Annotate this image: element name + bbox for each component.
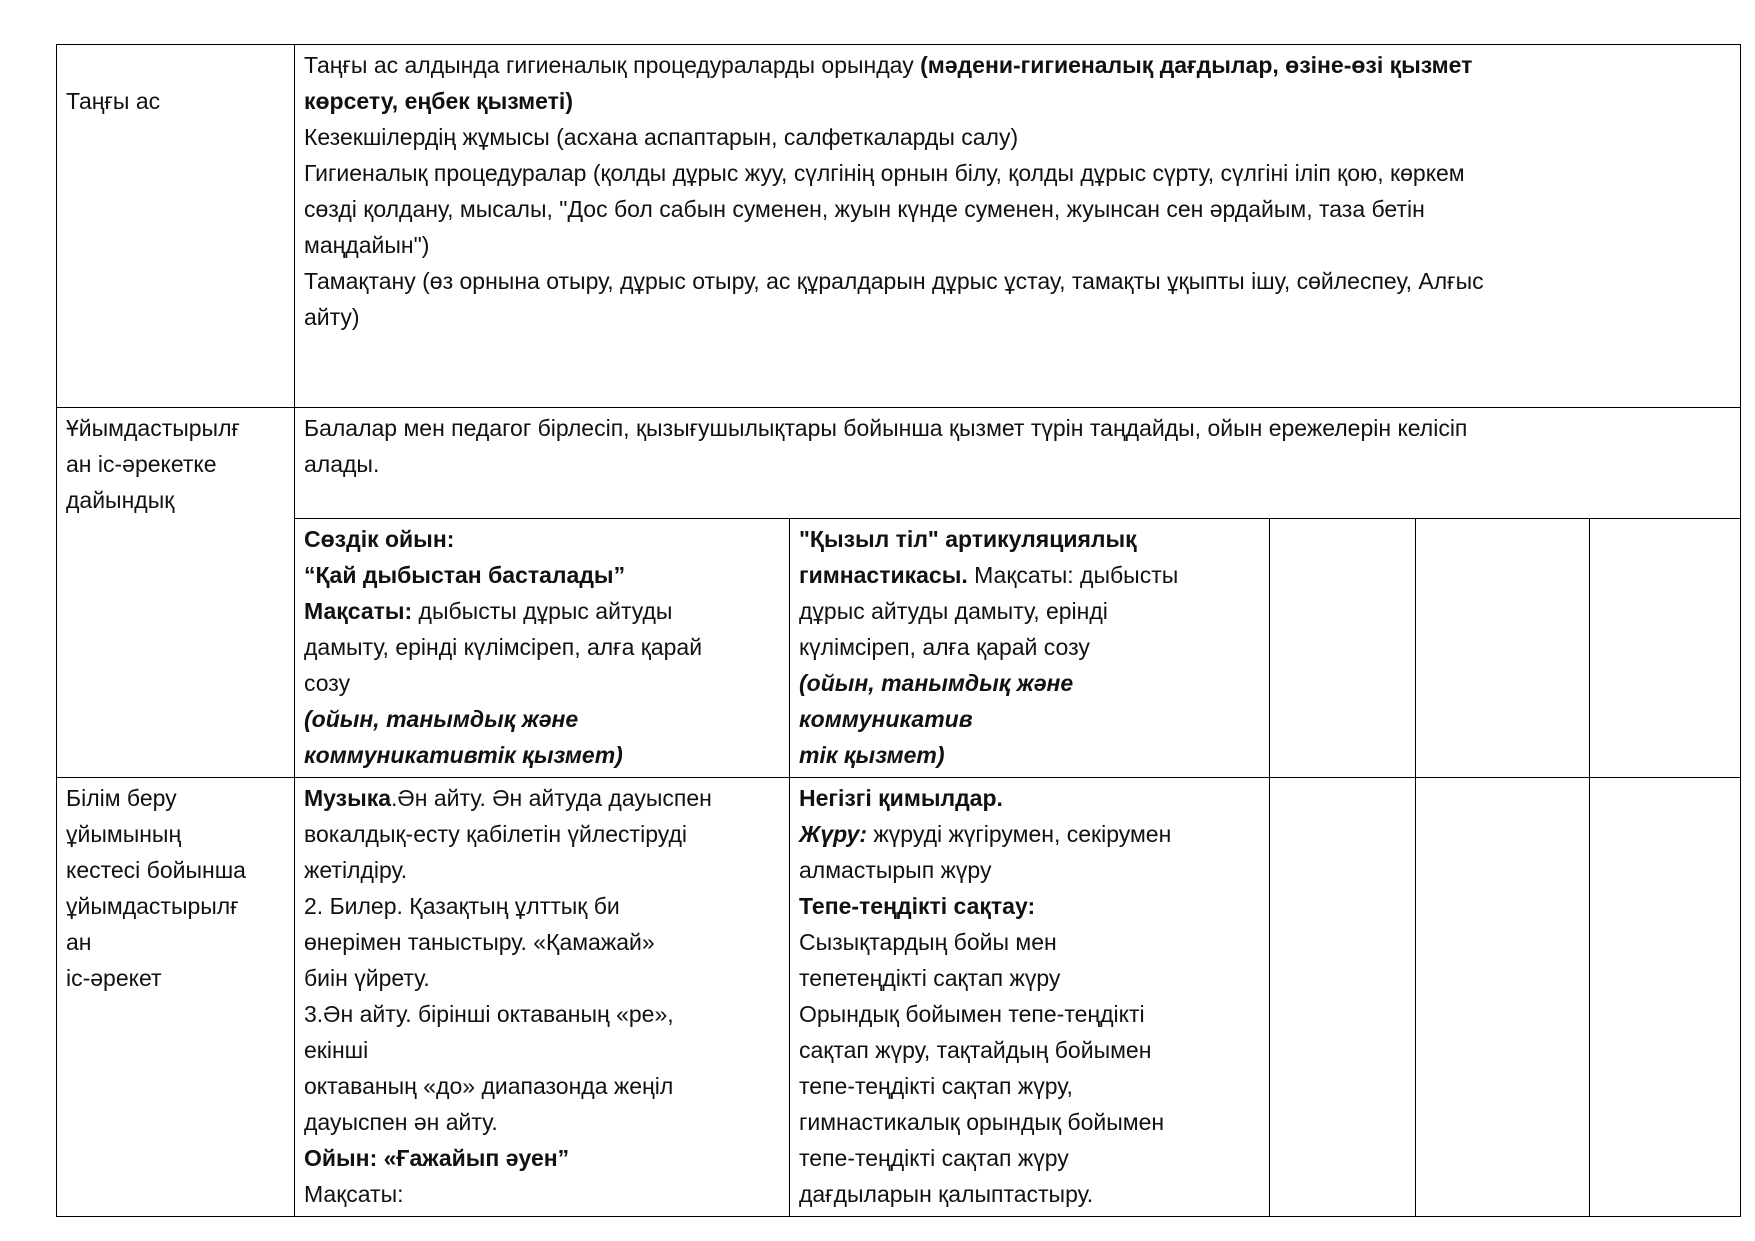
breakfast-content xyxy=(295,45,1741,408)
music-game-title: Ойын: «Ғажайып әуен” xyxy=(304,1145,570,1171)
movements-line-7: Орындық бойымен тепе-теңдікті xyxy=(799,1001,1145,1027)
movements-line-8: сақтап жүру, тақтайдың бойымен xyxy=(799,1037,1152,1063)
music-line-3: жетілдіру. xyxy=(304,857,408,883)
breakfast-line-1-text: Таңғы ас алдында гигиеналық процедураларды орындау xyxy=(304,52,921,78)
breakfast-label: Таңғы ас xyxy=(66,88,161,114)
word-game-goal-label: Мақсаты: xyxy=(304,598,413,624)
prep-activity-word-game xyxy=(295,519,790,778)
word-game-goal-line xyxy=(304,593,781,629)
music-game-goal: Мақсаты: xyxy=(304,1181,404,1207)
breakfast-line-5: сөзді қолдану, мысалы, "Дос бол сабын суменен, жуын күнде суменен, жуынсан сен әрдайым, таза бетін xyxy=(304,196,1425,222)
music-line-2: вокалдық-есту қабілетін үйлестіруді xyxy=(304,821,688,847)
articulation-title-2: гимнастикасы. xyxy=(799,562,968,588)
articulation-activity-type-3: тік қызмет) xyxy=(799,742,945,768)
word-game-goal-text: дыбысты дұрыс айтуды xyxy=(412,598,673,624)
music-line-1 xyxy=(304,780,781,816)
prep-label-line-2: ан іс-әрекетке xyxy=(66,451,217,477)
table-row-schedule xyxy=(57,778,1741,1217)
movements-line-10: гимнастикалық орындық бойымен xyxy=(799,1109,1165,1135)
table-row-prep-intro xyxy=(57,408,1741,519)
schedule-label-line-4: ұйымдастырылғ xyxy=(66,893,239,919)
empty-cell xyxy=(1270,519,1416,778)
movements-line-3: алмастырып жүру xyxy=(799,857,992,883)
schedule-music xyxy=(295,778,790,1217)
word-game-title: Сөздік ойын: xyxy=(304,526,455,552)
music-line-8: екінші xyxy=(304,1037,369,1063)
prep-label-line-3: дайындық xyxy=(66,487,175,513)
articulation-text-2: дұрыс айтуды дамыту, ерінді xyxy=(799,598,1108,624)
movements-line-5: Сызықтардың бойы мен xyxy=(799,929,1057,955)
articulation-activity-type-1: (ойын, танымдық және xyxy=(799,670,1074,696)
movements-balance-title: Тепе-теңдікті сақтау: xyxy=(799,893,1036,919)
prep-intro xyxy=(295,408,1741,519)
row-label-prep xyxy=(57,408,295,778)
empty-cell xyxy=(1590,519,1741,778)
articulation-activity-type-2: коммуникатив xyxy=(799,706,973,732)
prep-intro-line-2: алады. xyxy=(304,451,380,477)
breakfast-line-4: Гигиеналық процедуралар (қолды дұрыс жуу, сүлгінің орнын білу, қолды дұрыс сүрту, сүлгіні іліп қою, көркем xyxy=(304,160,1465,186)
word-game-activity-type-2: коммуникативтік қызмет) xyxy=(304,742,623,768)
word-game-goal-text-3: созу xyxy=(304,670,351,696)
word-game-name: “Қай дыбыстан басталады” xyxy=(304,562,626,588)
prep-intro-line-1: Балалар мен педагог бірлесіп, қызығушылықтары бойынша қызмет түрін таңдайды, ойын ережелерін келісіп xyxy=(304,415,1468,441)
empty-cell xyxy=(1270,778,1416,1217)
breakfast-line-3: Кезекшілердің жұмысы (асхана аспаптарын, салфеткаларды салу) xyxy=(304,124,1019,150)
prep-activity-articulation xyxy=(790,519,1270,778)
music-text: .Ән айту. Ән айтуда дауыспен xyxy=(391,785,712,811)
movements-line-6: тепетеңдікті сақтап жүру xyxy=(799,965,1061,991)
breakfast-line-1-bold: (мәдени-гигиеналық дағдылар, өзіне-өзі қызмет xyxy=(920,52,1473,78)
music-line-10: дауыспен ән айту. xyxy=(304,1109,498,1135)
table-row-breakfast xyxy=(57,45,1741,408)
breakfast-line-6: маңдайын") xyxy=(304,232,430,258)
word-game-activity-type-1: (ойын, танымдық және xyxy=(304,706,579,732)
movements-line-12: дағдыларын қалыптастыру. xyxy=(799,1181,1094,1207)
music-title: Музыка xyxy=(304,785,392,811)
prep-label-line-1: Ұйымдастырылғ xyxy=(66,415,240,441)
schedule-label-line-6: іс-әрекет xyxy=(66,965,162,991)
music-line-4: 2. Билер. Қазақтың ұлттық би xyxy=(304,893,620,919)
empty-cell xyxy=(1590,778,1741,1217)
movements-line-9: тепе-теңдікті сақтап жүру, xyxy=(799,1073,1073,1099)
word-game-goal-text-2: дамыту, ерінді күлімсіреп, алға қарай xyxy=(304,634,703,660)
music-line-9: октаваның «до» диапазонда жеңіл xyxy=(304,1073,674,1099)
schedule-label-line-1: Білім беру xyxy=(66,785,177,811)
empty-cell xyxy=(1416,519,1590,778)
movements-line-11: тепе-теңдікті сақтап жүру xyxy=(799,1145,1069,1171)
breakfast-line-8: айту) xyxy=(304,304,360,330)
music-line-5: өнерімен таныстыру. «Қамажай» xyxy=(304,929,655,955)
empty-cell xyxy=(1416,778,1590,1217)
movements-title: Негізгі қимылдар. xyxy=(799,785,1003,811)
movements-walk-label: Жүру: xyxy=(799,821,868,847)
breakfast-line-1 xyxy=(304,47,1732,83)
articulation-goal: Мақсаты: дыбысты xyxy=(967,562,1179,588)
row-label-schedule xyxy=(57,778,295,1217)
articulation-text-3: күлімсіреп, алға қарай созу xyxy=(799,634,1090,660)
schedule-label-line-5: ан xyxy=(66,929,92,955)
row-label-breakfast xyxy=(57,45,295,408)
movements-walk-text: жүруді жүгірумен, секірумен xyxy=(867,821,1172,847)
breakfast-line-7: Тамақтану (өз орнына отыру, дұрыс отыру, ас құралдарын дұрыс ұстау, тамақты ұқыпты ішу, сөйлеспеу, Алғыс xyxy=(304,268,1484,294)
schedule-label-line-3: кестесі бойынша xyxy=(66,857,246,883)
movements-walk-line xyxy=(799,816,1261,852)
articulation-line-2 xyxy=(799,557,1261,593)
breakfast-line-2: көрсету, еңбек қызметі) xyxy=(304,88,573,114)
schedule-label-line-2: ұйымының xyxy=(66,821,182,847)
music-line-7: 3.Ән айту. бірінші октаваның «ре», xyxy=(304,1001,674,1027)
daily-plan-table xyxy=(56,44,1741,1217)
articulation-title: "Қызыл тіл" артикуляциялық xyxy=(799,526,1137,552)
schedule-movements xyxy=(790,778,1270,1217)
table-row-prep-activities xyxy=(57,519,1741,778)
music-line-6: биін үйрету. xyxy=(304,965,430,991)
